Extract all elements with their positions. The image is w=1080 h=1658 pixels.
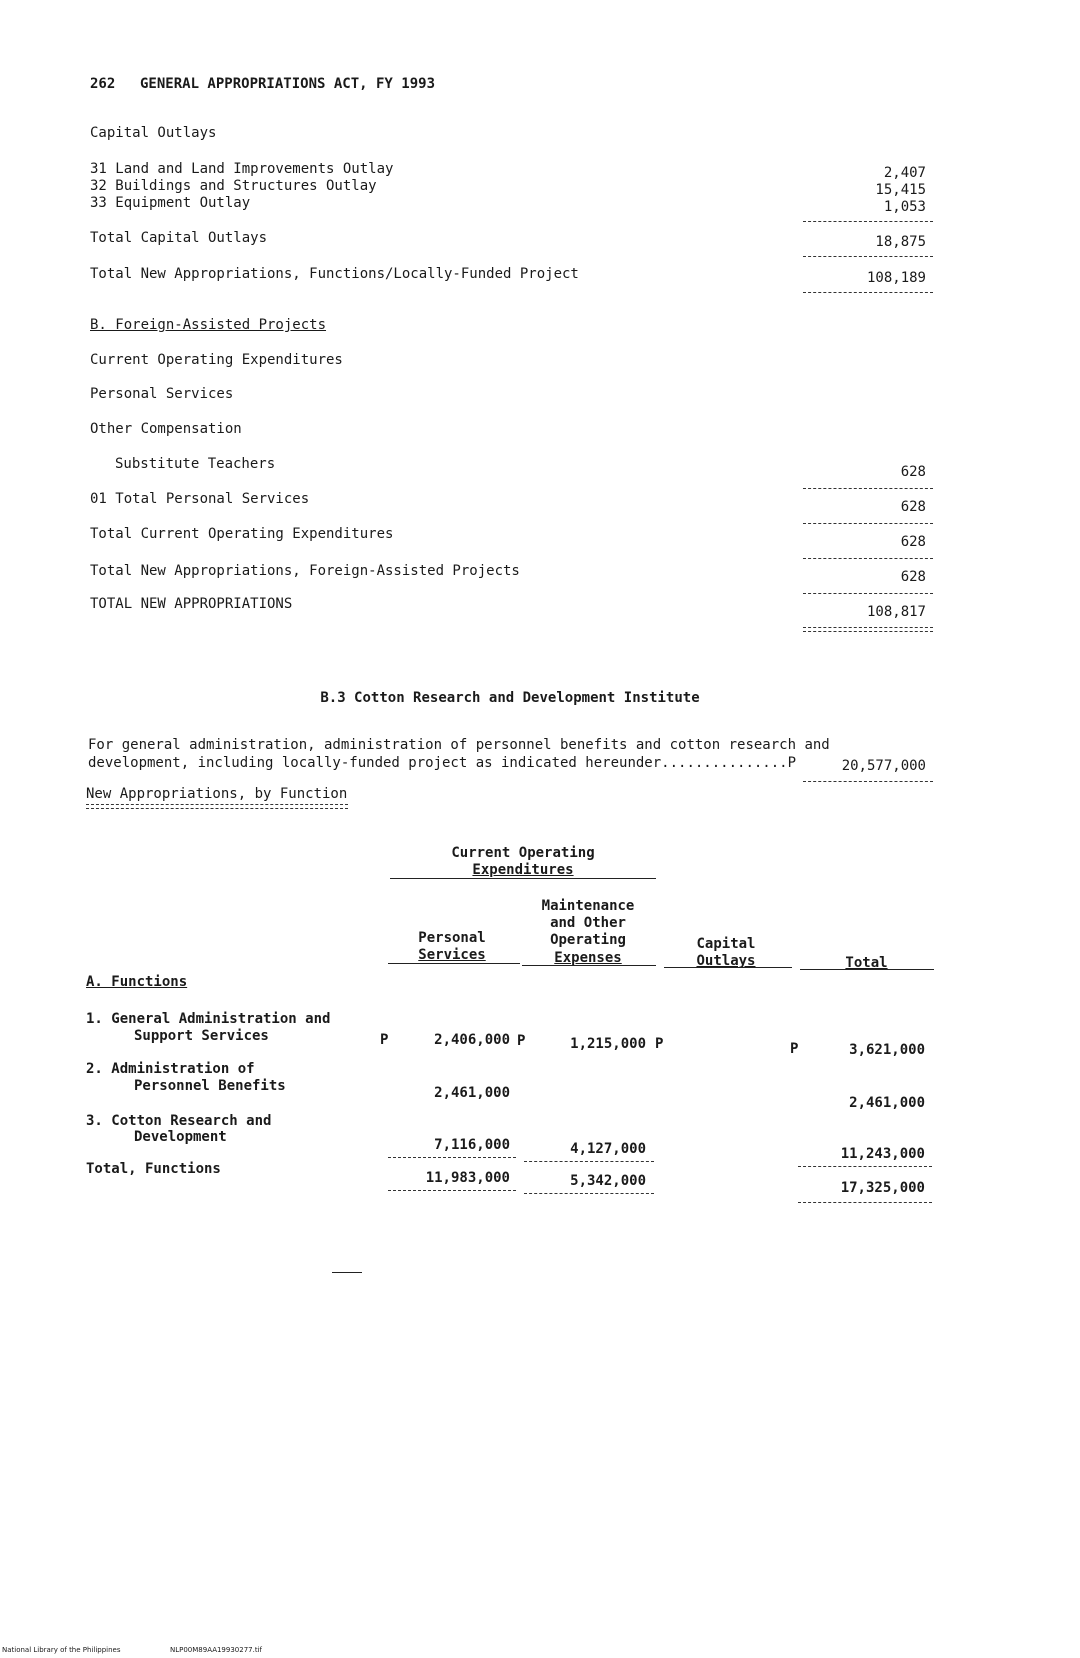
total-capital-amount: 18,875	[875, 234, 926, 250]
functions-heading: A. Functions	[86, 974, 188, 990]
cell-ps: 2,406,000	[434, 1032, 510, 1048]
page-title: GENERAL APPROPRIATIONS ACT, FY 1993	[140, 76, 436, 92]
capital-item-label: 33 Equipment Outlay	[90, 195, 251, 211]
group-header: Expenditures	[472, 862, 574, 878]
total-mooe: 5,342,000	[570, 1173, 646, 1189]
peso-sign: P	[790, 1041, 799, 1057]
substitute-teachers-amount: 628	[900, 464, 926, 480]
other-comp-heading: Other Compensation	[90, 421, 242, 437]
substitute-teachers-label: Substitute Teachers	[115, 456, 276, 472]
total-total: 17,325,000	[840, 1180, 925, 1196]
rule	[522, 965, 656, 966]
rule	[390, 878, 656, 879]
total-coe-label: Total Current Operating Expenditures	[90, 526, 394, 542]
grand-total-amount: 108,817	[866, 604, 926, 620]
cell-total: 2,461,000	[849, 1095, 925, 1111]
cell-ps: 7,116,000	[434, 1137, 510, 1153]
row-label: Development	[134, 1129, 227, 1145]
paragraph-line: For general administration, administration of personnel benefits and cotton research and	[88, 737, 830, 753]
rule	[388, 963, 520, 964]
cell-total: 3,621,000	[849, 1042, 925, 1058]
capital-item-amount: 1,053	[883, 199, 926, 215]
total-new-functions-amount: 108,189	[866, 270, 926, 286]
total-ps-amount: 628	[900, 499, 926, 515]
divider	[803, 558, 933, 559]
peso-sign: P	[380, 1032, 389, 1048]
rule	[800, 969, 934, 970]
paragraph-line: development, including locally-funded project as indicated hereunder...............P	[88, 755, 797, 771]
capital-item-label: 31 Land and Land Improvements Outlay	[90, 161, 394, 177]
footer-library: National Library of the Philippines	[2, 1646, 121, 1654]
total-coe-amount: 628	[900, 534, 926, 550]
divider	[803, 256, 933, 257]
divider	[803, 523, 933, 524]
personal-services-heading: Personal Services	[90, 386, 234, 402]
foreign-assisted-heading: B. Foreign-Assisted Projects	[90, 317, 327, 333]
cell-mooe: 1,215,000	[570, 1036, 646, 1052]
column-header: Personal	[418, 930, 486, 946]
section-title: B.3 Cotton Research and Development Institute	[320, 690, 700, 706]
capital-item-amount: 15,415	[875, 182, 926, 198]
divider	[388, 1157, 516, 1158]
divider	[803, 593, 933, 594]
grand-total-label: TOTAL NEW APPROPRIATIONS	[90, 596, 293, 612]
column-header: Capital	[696, 936, 756, 952]
column-header: Outlays	[696, 953, 756, 969]
column-header: and Other	[550, 915, 626, 931]
divider	[803, 781, 933, 782]
divider	[388, 1190, 516, 1191]
capital-item-amount: 2,407	[883, 165, 926, 181]
column-header: Expenses	[554, 950, 622, 966]
peso-sign: P	[517, 1033, 526, 1049]
rule	[664, 967, 792, 968]
divider	[803, 488, 933, 489]
divider	[524, 1193, 654, 1194]
total-new-foreign-label: Total New Appropriations, Foreign-Assisted Projects	[90, 563, 520, 579]
row-label: Support Services	[134, 1028, 269, 1044]
column-header: Maintenance	[541, 898, 635, 914]
divider	[798, 1202, 932, 1203]
total-ps-label: 01 Total Personal Services	[90, 491, 310, 507]
current-op-heading: Current Operating Expenditures	[90, 352, 343, 368]
divider	[524, 1161, 654, 1162]
cell-ps: 2,461,000	[434, 1085, 510, 1101]
row-label: 2. Administration of	[86, 1061, 255, 1077]
row-label: 1. General Administration and	[86, 1011, 331, 1027]
capital-item-label: 32 Buildings and Structures Outlay	[90, 178, 377, 194]
row-label: 3. Cotton Research and	[86, 1113, 272, 1129]
footer-file: NLP00M89AA19930277.tif	[170, 1646, 262, 1654]
peso-sign: P	[655, 1036, 664, 1052]
double-divider	[86, 804, 348, 809]
column-header: Operating	[550, 932, 626, 948]
divider	[803, 221, 933, 222]
paragraph-amount: 20,577,000	[841, 758, 926, 774]
total-ps: 11,983,000	[425, 1170, 510, 1186]
double-divider	[803, 627, 933, 632]
new-appropriations-heading: New Appropriations, by Function	[86, 786, 348, 802]
capital-outlays-heading: Capital Outlays	[90, 125, 217, 141]
total-new-foreign-amount: 628	[900, 569, 926, 585]
total-capital-label: Total Capital Outlays	[90, 230, 268, 246]
column-header: Total	[845, 955, 888, 971]
total-new-functions-label: Total New Appropriations, Functions/Locally-Funded Project	[90, 266, 579, 282]
divider	[798, 1166, 932, 1167]
cell-total: 11,243,000	[840, 1146, 925, 1162]
scan-mark	[332, 1272, 362, 1273]
row-label: Personnel Benefits	[134, 1078, 286, 1094]
group-header: Current Operating	[451, 845, 595, 861]
column-header: Services	[418, 947, 486, 963]
divider	[803, 292, 933, 293]
cell-mooe: 4,127,000	[570, 1141, 646, 1157]
total-functions-label: Total, Functions	[86, 1161, 221, 1177]
page-number: 262	[90, 76, 116, 92]
